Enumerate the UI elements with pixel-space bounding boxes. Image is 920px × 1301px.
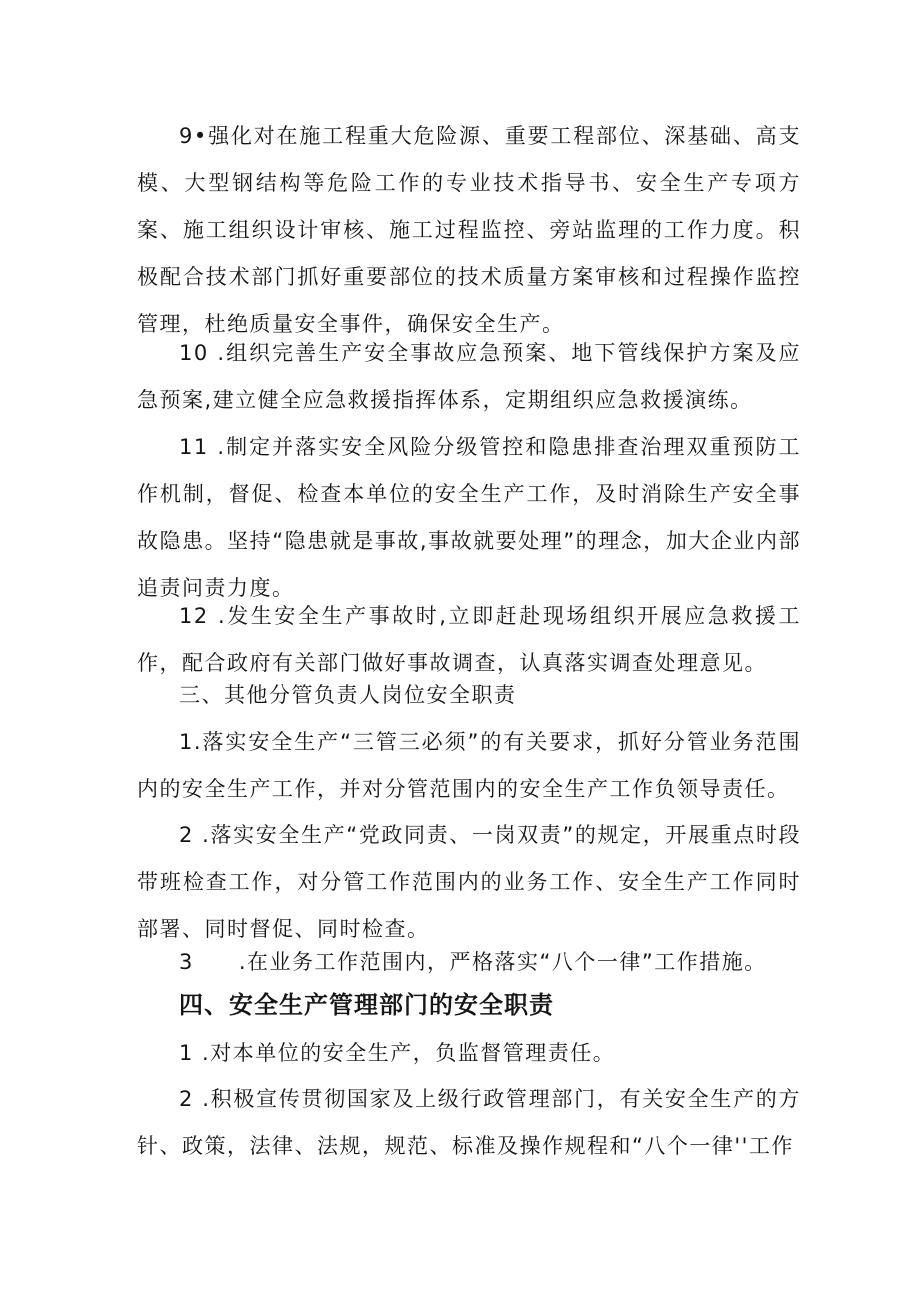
section-3-item-2: 2 .落实安全生产“党政同责、一岗双责”的规定，开展重点时段带班检查工作，对分管工作范围内的业务工作、安全生产工作同时部署、同时督促、同时检查。 [137,823,801,941]
section-3-heading: 三、其他分管负责人岗位安全职责 [179,683,517,707]
paragraph-item-11: 11 .制定并落实安全风险分级管控和隐患排查治理双重预防工作机制，督促、检查本单位的安全生产工作，及时消除生产安全事故隐患。坚持“隐患就是事故,事故就要处理”的理念，加大企业内部追责问责力度。 [137,435,801,600]
paragraph-item-12: 12 .发生安全生产事故时,立即赶赴现场组织开展应急救援工作，配合政府有关部门做好事故调查，认真落实调查处理意见。 [137,604,801,675]
paragraph-item-9: 9•强化对在施工程重大危险源、重要工程部位、深基础、高支模、大型钢结构等危险工作的专业技术指导书、安全生产专项方案、施工组织设计审核、施工过程监控、旁站监理的工作力度。积极配合技术部门抓好重要部位的技术质量方案审核和过程操作监控管理，杜绝质量安全事件，确保安全生产。 [137,124,801,336]
section-4-item-1: 1 .对本单位的安全生产，负监督管理责任。 [179,1041,616,1065]
section-3-item-3: 3 .在业务工作范围内，严格落实“八个一律”工作措施。 [179,950,767,974]
section-3-item-1: 1.落实安全生产“三管三必须”的有关要求，抓好分管业务范围内的安全生产工作，并对分管范围内的安全生产工作负领导责任。 [137,730,801,801]
section-4-item-2: 2 .积极宣传贯彻国家及上级行政管理部门，有关安全生产的方针、政策，法律、法规，规范、标准及操作规程和“八个一律''工作 [137,1087,801,1158]
section-4-heading: 四、安全生产管理部门的安全职责 [179,991,554,1019]
paragraph-item-10: 10 .组织完善生产安全事故应急预案、地下管线保护方案及应急预案,建立健全应急救援指挥体系，定期组织应急救援演练。 [137,341,801,412]
